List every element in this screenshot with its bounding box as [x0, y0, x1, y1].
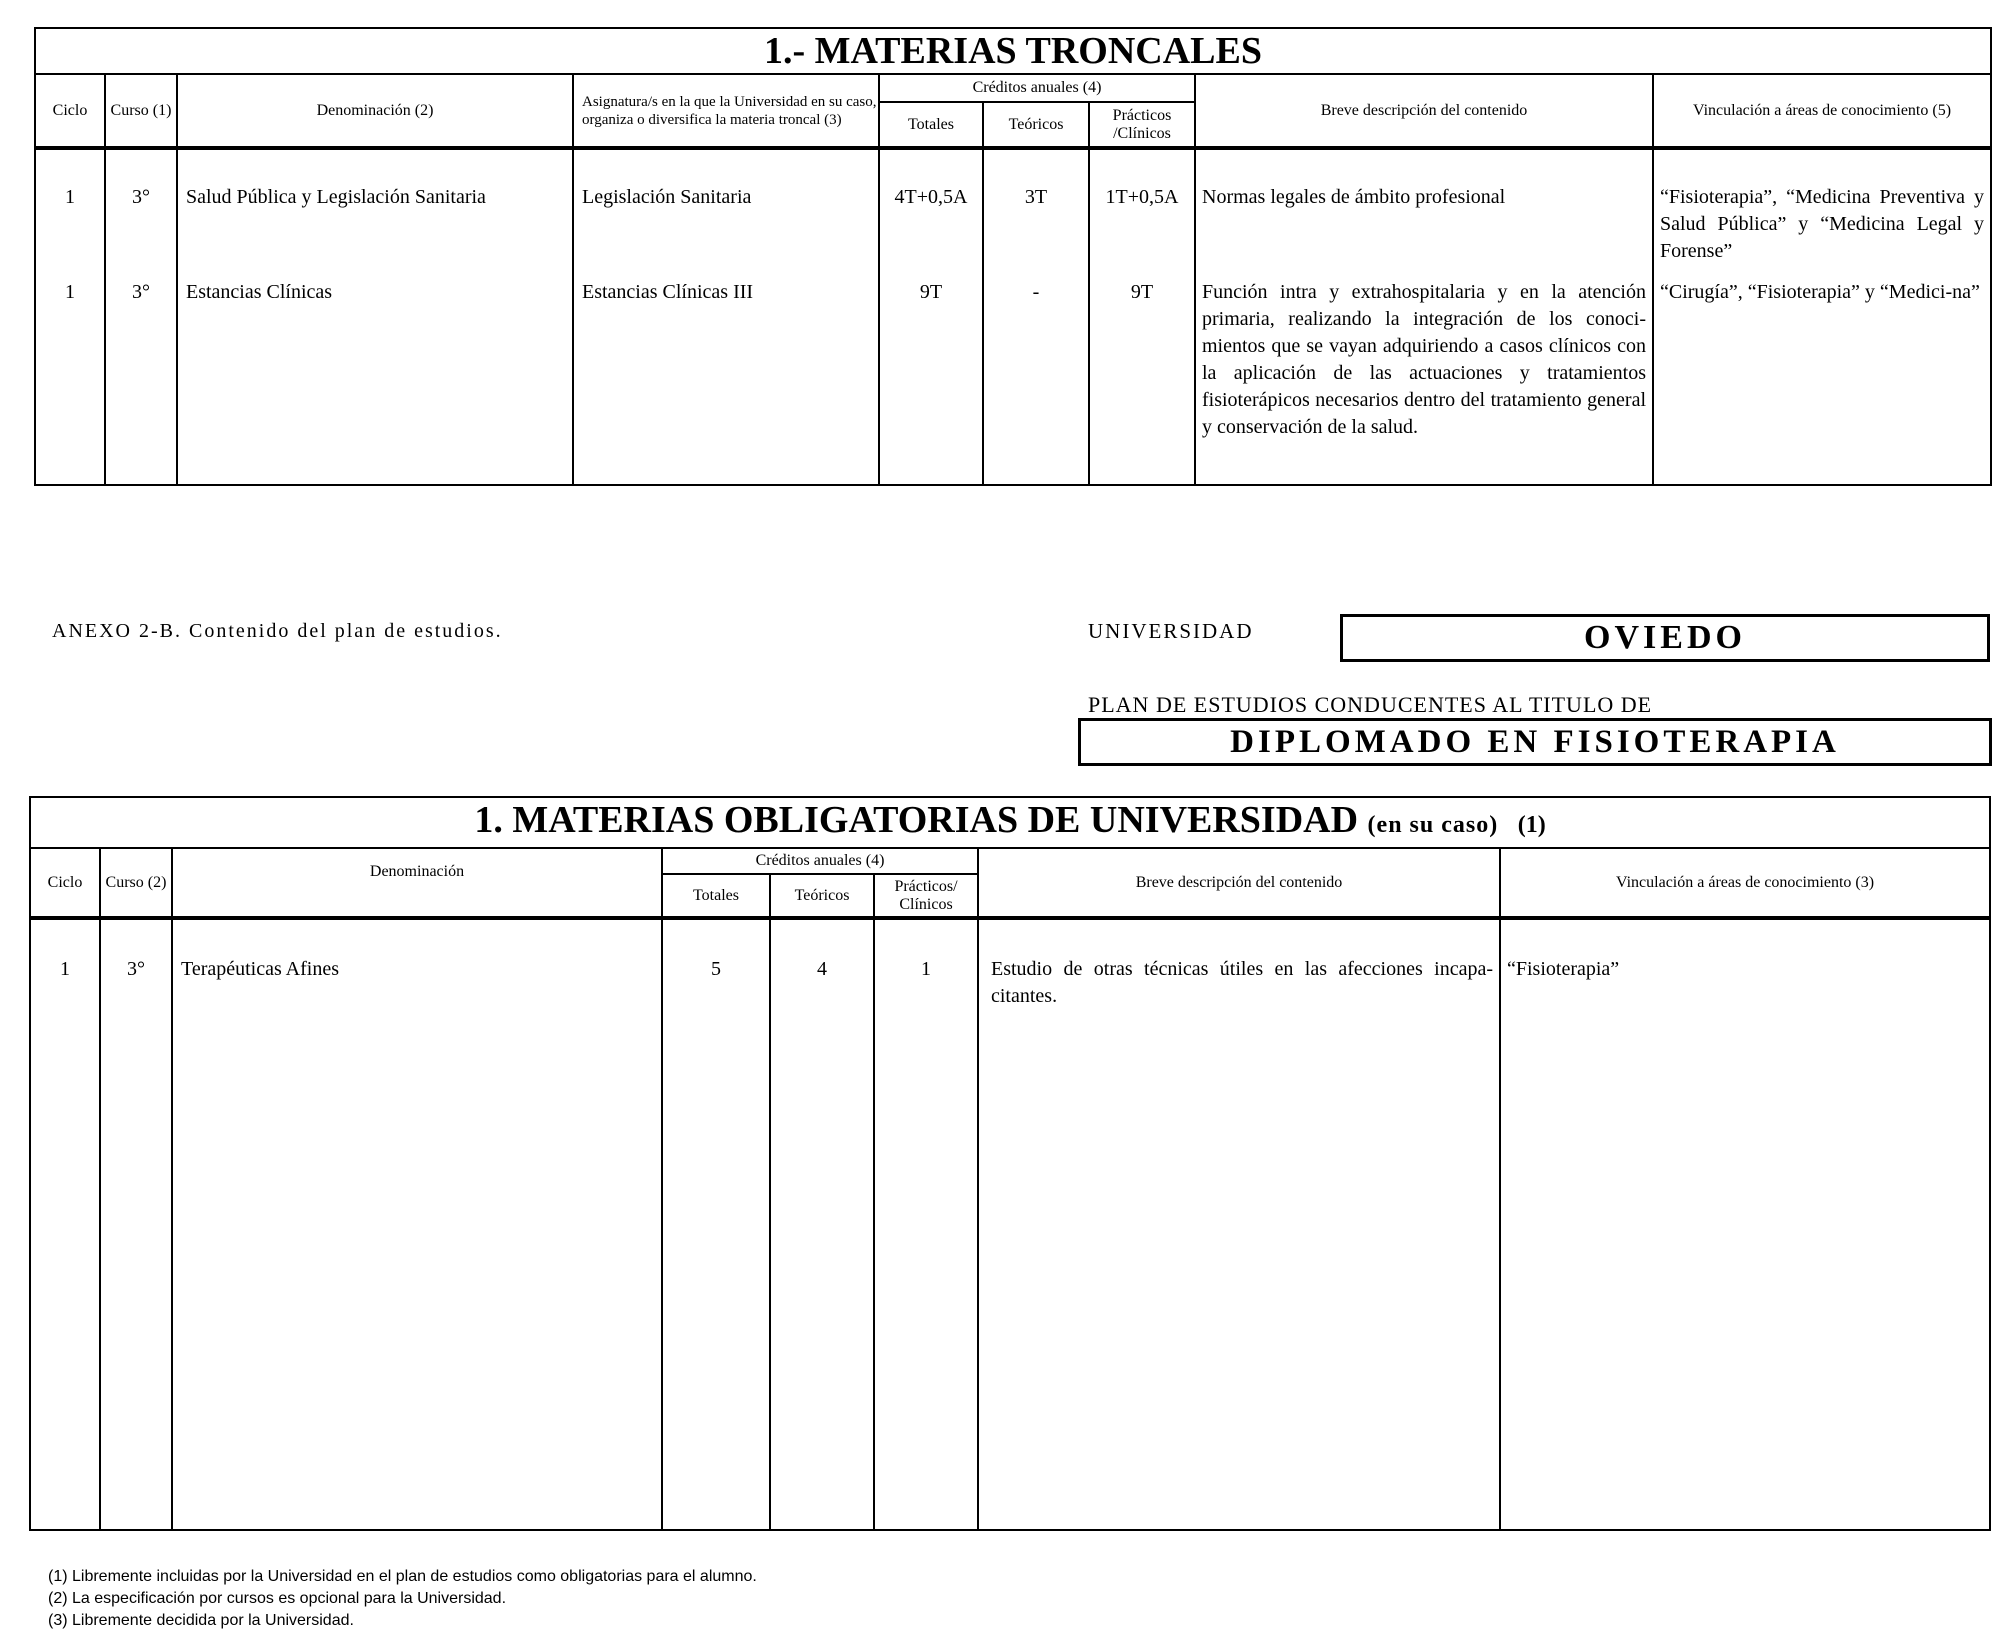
cell-curso: 3° — [105, 148, 177, 265]
header-practicos: Prácticos /Clínicos — [1089, 102, 1195, 148]
cell-ciclo: 1 — [35, 148, 105, 265]
cell-ciclo: 1 — [30, 918, 100, 1530]
footnote: (1) Libremente incluidas por la Universidad en el plan de estudios como obligatorias para el alumno. — [48, 1568, 757, 1585]
cell-denominacion: Salud Pública y Legislación Sanitaria — [177, 148, 573, 265]
header-vinculacion: Vinculación a áreas de conocimiento (5) — [1653, 74, 1991, 148]
footnote: (3) Libremente decidida por la Universidad. — [48, 1612, 354, 1629]
cell-asignatura: Legislación Sanitaria — [573, 148, 879, 265]
universidad-label: UNIVERSIDAD — [1088, 619, 1254, 643]
footnote: (2) La especificación por cursos es opcional para la Universidad. — [48, 1590, 507, 1607]
header-practicos: Prácticos/ Clínicos — [874, 874, 978, 918]
cell-descripcion: Normas legales de ámbito profesional — [1195, 148, 1653, 265]
header-ciclo: Ciclo — [30, 848, 100, 918]
cell-practicos: 1 — [874, 918, 978, 1530]
cell-curso: 3° — [100, 918, 172, 1530]
cell-asignatura: Estancias Clínicas III — [573, 265, 879, 485]
header-curso: Curso (1) — [105, 74, 177, 148]
cell-teoricos: - — [983, 265, 1089, 485]
header-curso: Curso (2) — [100, 848, 172, 918]
header-ciclo: Ciclo — [35, 74, 105, 148]
header-teoricos: Teóricos — [770, 874, 874, 918]
obligatorias-title-note: (1) — [1517, 812, 1546, 838]
cell-totales: 4T+0,5A — [879, 148, 983, 265]
cell-totales: 9T — [879, 265, 983, 485]
cell-vinculacion: “Fisioterapia” — [1500, 918, 1990, 1530]
cell-vinculacion: “Fisioterapia”, “Medicina Preventiva y Salud Pública” y “Medicina Legal y Forense” — [1653, 148, 1991, 265]
header-descripcion: Breve descripción del contenido — [978, 848, 1500, 918]
cell-ciclo: 1 — [35, 265, 105, 485]
header-creditos: Créditos anuales (4) — [879, 74, 1195, 102]
troncales-title: 1.- MATERIAS TRONCALES — [35, 28, 1991, 74]
obligatorias-title — [30, 797, 1990, 848]
header-descripcion: Breve descripción del contenido — [1195, 74, 1653, 148]
table-row — [35, 265, 1991, 485]
cell-practicos: 1T+0,5A — [1089, 148, 1195, 265]
plan-label: PLAN DE ESTUDIOS CONDUCENTES AL TITULO DE — [1088, 692, 1653, 717]
header-creditos: Créditos anuales (4) — [662, 848, 978, 874]
cell-denominacion: Terapéuticas Afines — [172, 918, 662, 1530]
cell-vinculacion: “Cirugía”, “Fisioterapia” y “Medici-na” — [1653, 265, 1991, 485]
obligatorias-table — [29, 796, 1991, 1531]
header-asignatura: Asignatura/s en la que la Universidad en su caso, organiza o diversifica la materia troncal (3) — [573, 74, 879, 148]
cell-descripcion: Estudio de otras técnicas útiles en las afecciones incapa-citantes. — [978, 918, 1500, 1530]
table-row — [30, 918, 1990, 1530]
cell-teoricos: 3T — [983, 148, 1089, 265]
cell-practicos: 9T — [1089, 265, 1195, 485]
header-teoricos: Teóricos — [983, 102, 1089, 148]
header-denominacion: Denominación (2) — [177, 74, 573, 148]
cell-totales: 5 — [662, 918, 770, 1530]
header-denominacion: Denominación — [172, 848, 662, 918]
universidad-name: OVIEDO — [1340, 614, 1990, 662]
header-vinculacion: Vinculación a áreas de conocimiento (3) — [1500, 848, 1990, 918]
table-row — [35, 148, 1991, 265]
obligatorias-title-suffix: (en su caso) — [1367, 812, 1499, 838]
obligatorias-title-text: 1. MATERIAS OBLIGATORIAS DE UNIVERSIDAD — [474, 799, 1359, 841]
anexo-label: ANEXO 2-B. Contenido del plan de estudios. — [52, 620, 503, 642]
cell-curso: 3° — [105, 265, 177, 485]
cell-teoricos: 4 — [770, 918, 874, 1530]
header-totales: Totales — [879, 102, 983, 148]
troncales-table — [34, 27, 1992, 486]
footnotes — [48, 1566, 757, 1632]
header-totales: Totales — [662, 874, 770, 918]
cell-denominacion: Estancias Clínicas — [177, 265, 573, 485]
titulo-name: DIPLOMADO EN FISIOTERAPIA — [1078, 718, 1992, 766]
cell-descripcion: Función intra y extrahospitalaria y en la atención primaria, realizando la integración de los conoci-mientos que se vayan adquiriendo a casos clínicos con la aplicación de las actuaciones y tratamientos fisioterápicos necesarios dentro del tratamiento general y conservación de la salud. — [1195, 265, 1653, 485]
